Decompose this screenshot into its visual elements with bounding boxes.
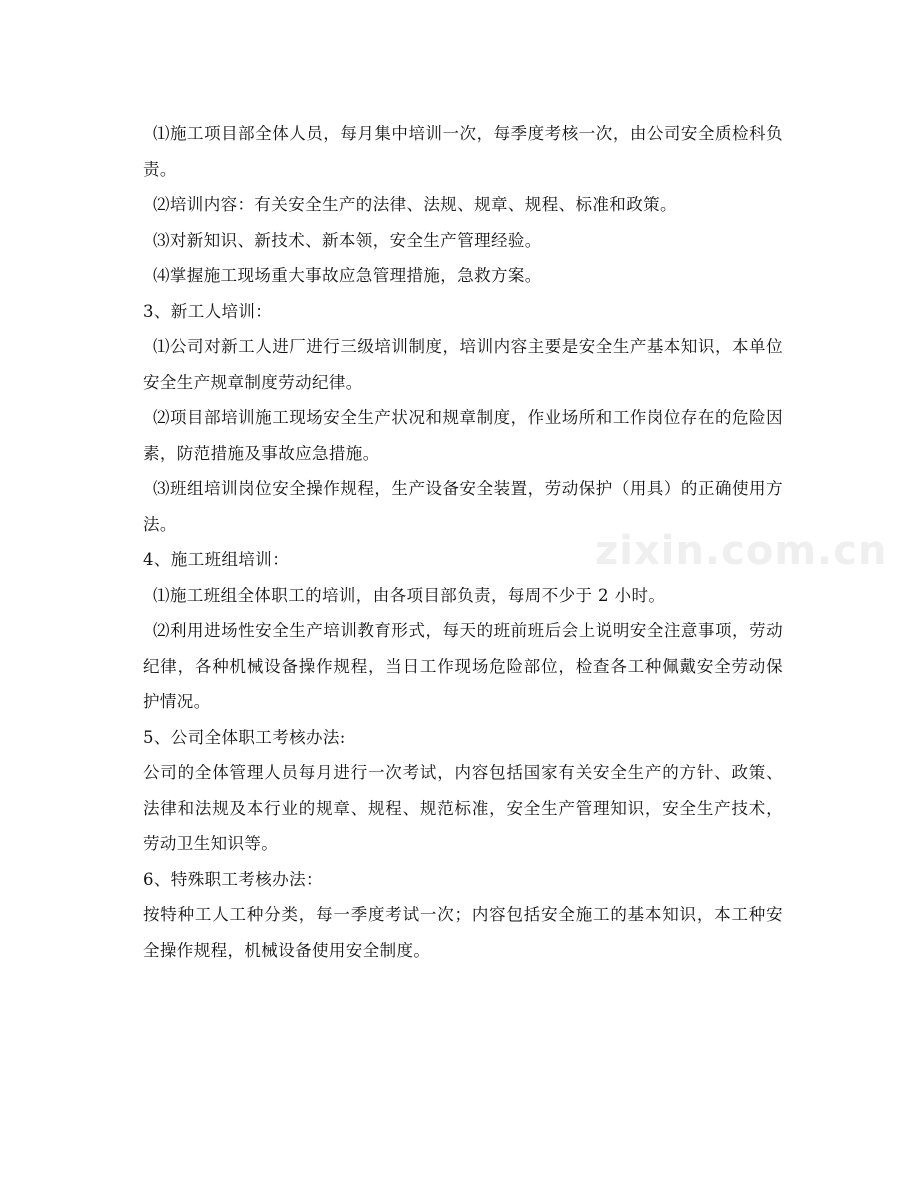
section-heading-3: 3、新工人培训：	[143, 301, 273, 321]
paragraph-1-2: ⑵培训内容：有关安全生产的法律、法规、规章、规程、标准和政策。	[153, 195, 677, 214]
paragraph-1-4: ⑷掌握施工现场重大事故应急管理措施，急救方案。	[153, 266, 542, 285]
paragraph-3-2: ⑵项目部培训施工现场安全生产状况和规章制度，作业场所和工作岗位存在的危险因素，防范措施及事故应急措施。	[143, 408, 783, 463]
paragraph-4-2: ⑵利用进场性安全生产培训教育形式，每天的班前班后会上说明安全注意事项，劳动纪律，各种机械设备操作规程，当日工作现场危险部位，检查各工种佩戴安全劳动保护情况。	[143, 621, 783, 711]
paragraph-1-3: ⑶对新知识、新技术、新本领，安全生产管理经验。	[153, 230, 542, 250]
section-heading-6: 6、特殊职工考核办法：	[143, 869, 323, 889]
watermark-text: zixin.com.cn	[595, 528, 888, 574]
paragraph-3-1: ⑴公司对新工人进厂进行三级培训制度，培训内容主要是安全生产基本知识，本单位安全生产规章制度劳动纪律。	[143, 337, 783, 392]
document-body	[143, 116, 783, 968]
section-heading-4: 4、施工班组培训：	[143, 550, 290, 569]
paragraph-4-1: ⑴施工班组全体职工的培训，由各项目部负责，每周不少于 2 小时。	[153, 585, 666, 605]
paragraph-3-3: ⑶班组培训岗位安全操作规程，生产设备安全装置，劳动保护（用具）的正确使用方法。	[143, 479, 783, 534]
paragraph-6-body: 按特种工人工种分类，每一季度考试一次；内容包括安全施工的基本知识，本工种安全操作规程，机械设备使用安全制度。	[143, 905, 783, 960]
section-heading-5: 5、公司全体职工考核办法:	[143, 727, 346, 747]
paragraph-1-1: ⑴施工项目部全体人员，每月集中培训一次，每季度考核一次，由公司安全质检科负责。	[143, 124, 783, 179]
paragraph-5-body: 公司的全体管理人员每月进行一次考试，内容包括国家有关安全生产的方针、政策、法律和法规及本行业的规章、规程、规范标准，安全生产管理知识，安全生产技术，劳动卫生知识等。	[143, 763, 783, 853]
